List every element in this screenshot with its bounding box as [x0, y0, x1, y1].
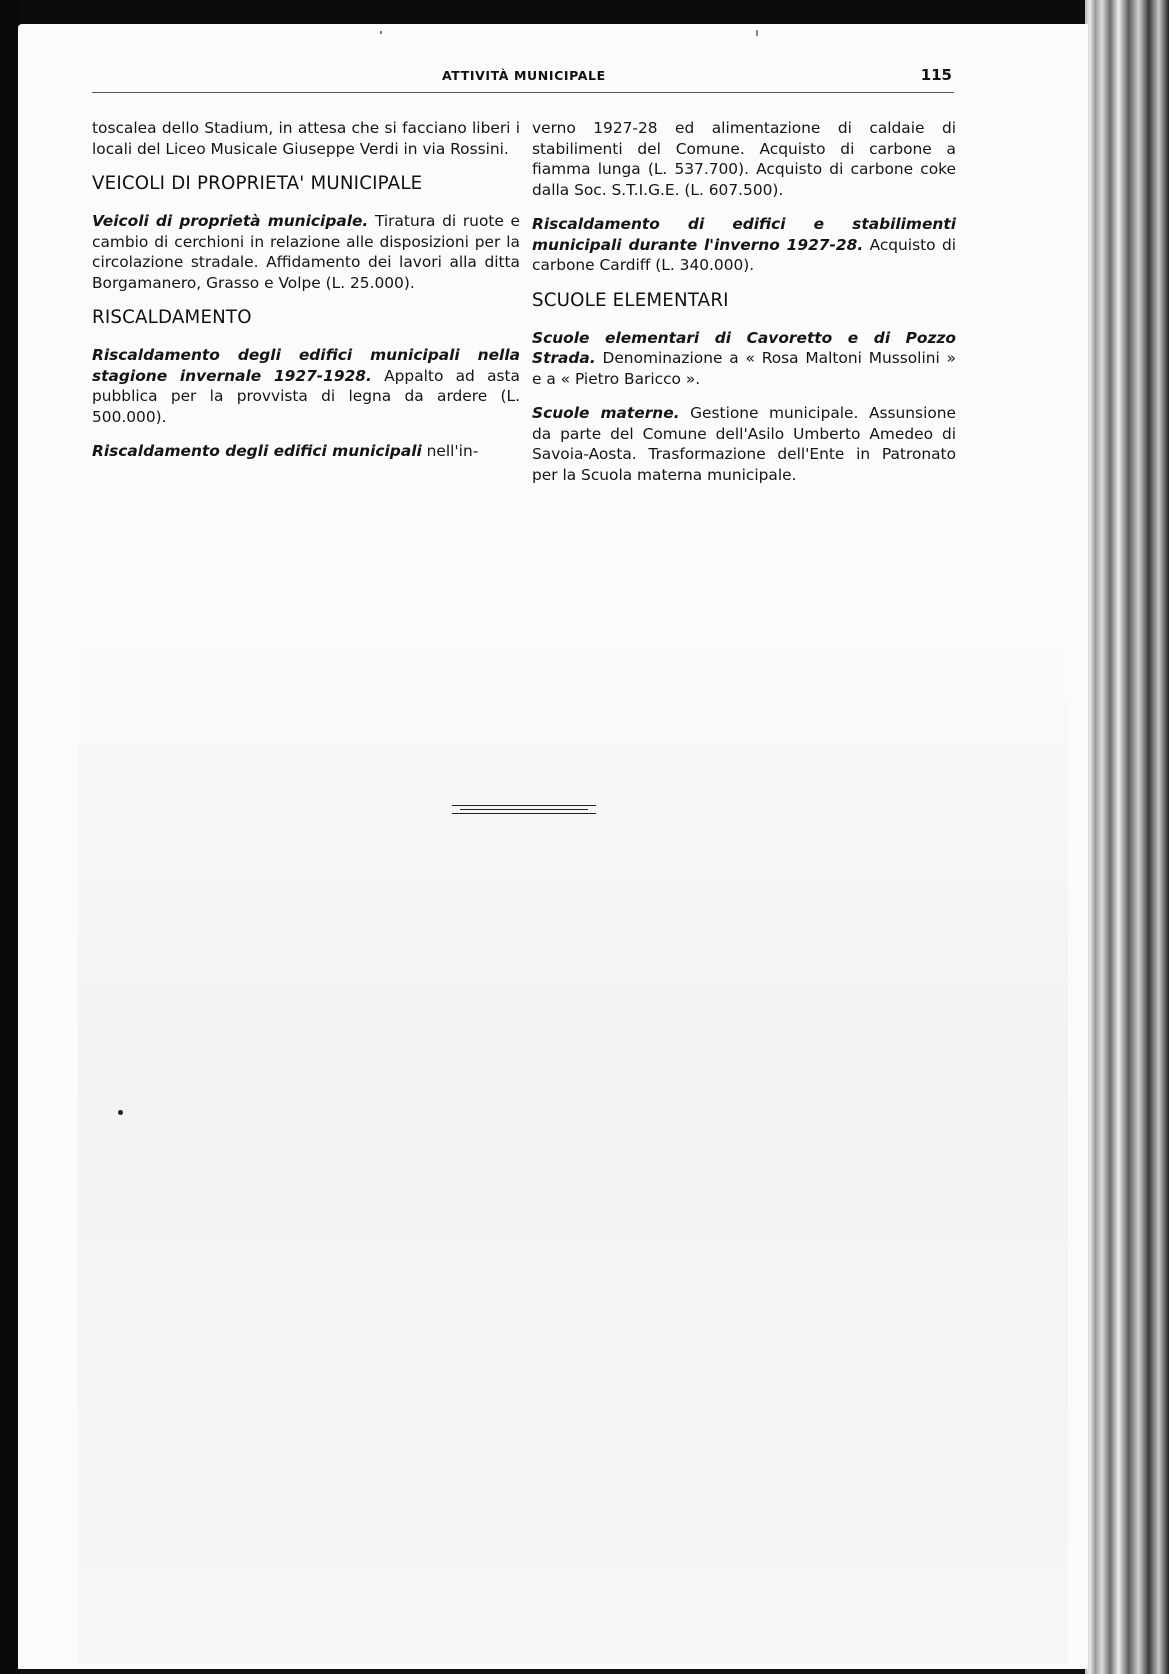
running-title: ATTIVITÀ MUNICIPALE: [442, 68, 606, 83]
entry-lead: Riscaldamento degli edifici municipali nella stagione invernale 1927-1928.: [92, 346, 520, 385]
paragraph-continued: [532, 118, 956, 200]
entry-lead: Riscaldamento degli edifici municipali: [92, 442, 422, 460]
scan-speck: [118, 1110, 123, 1115]
scan-left-shadow: [0, 0, 20, 1674]
entry-scuole-1: [532, 328, 956, 390]
entry-text: Appalto ad asta pubblica per la provvista di legna da ardere (L. 500.000).: [92, 366, 520, 426]
right-column: [532, 118, 956, 499]
entry-text: Gestione municipale. Assunsione da parte del Comune dell'Asilo Umberto Amedeo di Savoia-Aosta. Trasformazione dell'Ente in Patronato per la Scuola materna municipale.: [532, 404, 956, 484]
running-header: [92, 68, 952, 92]
entry-veicoli: [92, 211, 520, 293]
section-heading-riscaldamento: RISCALDAMENTO: [92, 307, 252, 328]
scan-right-edge: [1085, 0, 1169, 1674]
section-heading-scuole: SCUOLE ELEMENTARI: [532, 289, 729, 311]
entry-scuole-2: [532, 403, 956, 485]
entry-riscaldamento-1: [92, 345, 520, 427]
entry-text: Acquisto di carbone Cardiff (L. 340.000).: [532, 235, 956, 274]
ornament-line: [452, 805, 596, 806]
section-heading-veicoli: VEICOLI DI PROPRIETA' MUNICIPALE: [92, 173, 423, 194]
end-ornament-rule: [452, 805, 596, 813]
entry-text: Denominazione a « Rosa Maltoni Mussolini » e a « Pietro Baricco ».: [532, 349, 956, 388]
entry-riscaldamento-3: [532, 214, 956, 276]
paragraph-text: toscalea dello Stadium, in attesa che si facciano liberi i locali del Liceo Musicale Giuseppe Verdi in via Rossini.: [92, 119, 520, 158]
entry-text: nell'in-: [421, 442, 479, 460]
page-number: 115: [920, 66, 952, 84]
paragraph: [92, 118, 520, 159]
scan-speck: [756, 30, 758, 36]
page-shading: [78, 624, 1068, 1664]
paragraph-text: verno 1927-28 ed alimentazione di caldaie di stabilimenti del Comune. Acquisto di carbone a fiamma lunga (L. 537.700). Acquisto di carbone coke dalla Soc. S.T.I.G.E. (L. 607.500).: [532, 119, 956, 199]
scan-speck: [380, 31, 382, 34]
left-column: [92, 118, 520, 476]
entry-lead: Scuole materne.: [532, 404, 680, 422]
entry-text: Tiratura di ruote e cambio di cerchioni in relazione alle disposizioni per la circolazione stradale. Affidamento dei lavori alla ditta Borgamanero, Grasso e Volpe (L. 25.000).: [92, 212, 520, 292]
ornament-line: [460, 809, 588, 810]
ornament-line: [452, 813, 596, 814]
entry-lead: Veicoli di proprietà municipale.: [92, 212, 369, 230]
entry-lead: Riscaldamento di edifici e stabilimenti municipali durante l'inverno 1927-28.: [532, 215, 956, 254]
header-rule: [92, 92, 954, 93]
entry-riscaldamento-2: [92, 441, 520, 462]
entry-lead: Scuole elementari di Cavoretto e di Pozzo Strada.: [532, 328, 956, 367]
